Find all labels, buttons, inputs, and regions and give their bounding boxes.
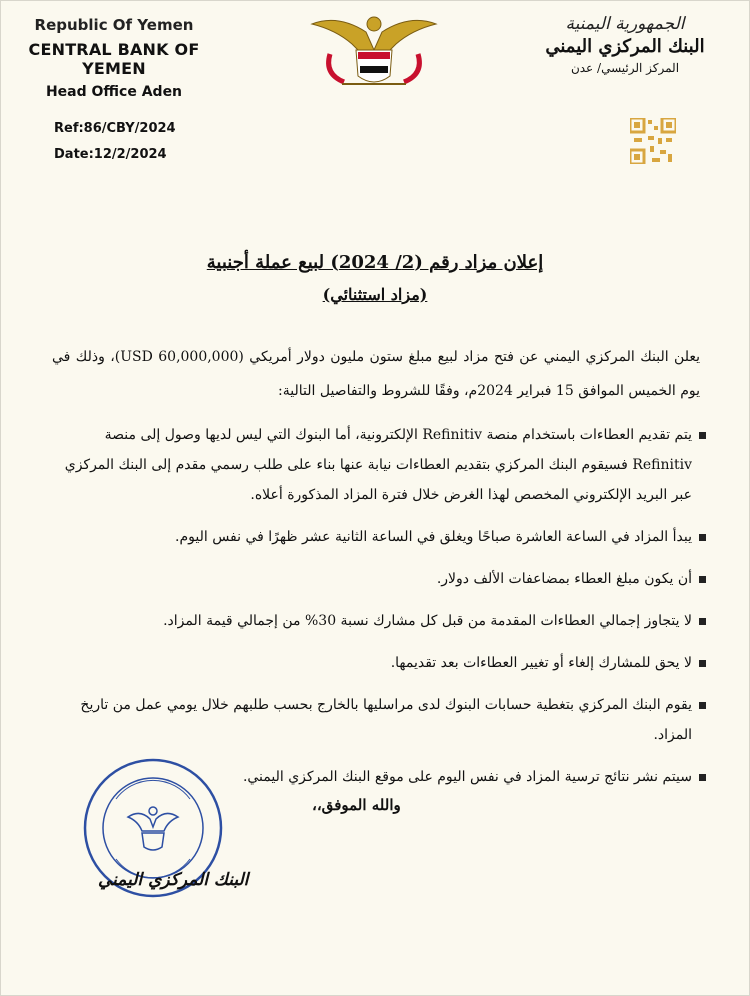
list-item: سيتم نشر نتائج ترسية المزاد في نفس اليوم على موقع البنك المركزي اليمني. — [52, 762, 692, 792]
list-item: لا يحق للمشارك إلغاء أو تغيير العطاءات بعد تقديمها. — [52, 648, 692, 678]
arabic-header — [540, 14, 710, 75]
announcement-title — [0, 252, 750, 304]
list-item: يقوم البنك المركزي بتغطية حسابات البنوك لدى مراسليها بالخارج بحسب طلبهم خلال يومي عمل من تاريخ المزاد. — [52, 690, 692, 750]
bullet-icon — [699, 534, 706, 541]
office-name-ar: المركز الرئيسي/ عدن — [570, 61, 680, 75]
list-item: لا يتجاوز إجمالي العطاءات المقدمة من قبل كل مشارك نسبة 30% من إجمالي قيمة المزاد. — [52, 606, 692, 636]
title-sub: (مزاد استثنائي) — [322, 285, 428, 304]
reference-block — [54, 116, 176, 168]
conditions-list — [52, 420, 692, 804]
bank-name-ar: البنك المركزي اليمني — [545, 36, 705, 57]
country-name-ar: الجمهورية اليمنية — [565, 14, 685, 34]
bullet-icon — [699, 774, 706, 781]
bank-name-en: CENTRAL BANK OF YEMEN — [28, 40, 200, 78]
signature-bank-name: البنك المركزي اليمني — [98, 870, 249, 890]
eagle-emblem-icon — [308, 10, 440, 90]
reference-number: Ref:86/CBY/2024 — [54, 121, 176, 136]
bullet-icon — [699, 618, 706, 625]
bullet-icon — [699, 660, 706, 667]
bullet-icon — [699, 432, 706, 439]
list-item: أن يكون مبلغ العطاء بمضاعفات الألف دولار. — [52, 564, 692, 594]
english-header — [14, 14, 214, 100]
intro-paragraph: يعلن البنك المركزي اليمني عن فتح مزاد لبيع مبلغ ستون مليون دولار أمريكي (60,000,000 USD)، وذلك في يوم الخميس الموافق 15 فبراير 2024م، وفقًا للشروط والتفاصيل التالية: — [52, 349, 700, 399]
bullet-icon — [699, 576, 706, 583]
country-name-en: Republic Of Yemen — [34, 16, 194, 34]
title-main: إعلان مزاد رقم (2/ 2024) لبيع عملة أجنبية — [206, 252, 544, 273]
list-item: يتم تقديم العطاءات باستخدام منصة Refinitiv الإلكترونية، أما البنوك التي ليس لديها وصول إلى منصة Refinitiv فسيقوم البنك المركزي بتقديم العطاءات نيابة عنها بناء على طلب رسمي مقدم إلى البنك المركزي عبر البريد الإلكتروني المخصص لهذا الغرض خلال فترة المزاد المذكورة أعلاه. — [52, 420, 692, 510]
document-date: Date:12/2/2024 — [54, 147, 167, 162]
list-item: يبدأ المزاد في الساعة العاشرة صباحًا ويغلق في الساعة الثانية عشر ظهرًا في نفس اليوم. — [52, 522, 692, 552]
qr-code-icon — [630, 118, 676, 164]
closing-phrase: والله الموفق،، — [312, 796, 401, 814]
office-name-en: Head Office Aden — [45, 84, 183, 100]
bullet-icon — [699, 702, 706, 709]
